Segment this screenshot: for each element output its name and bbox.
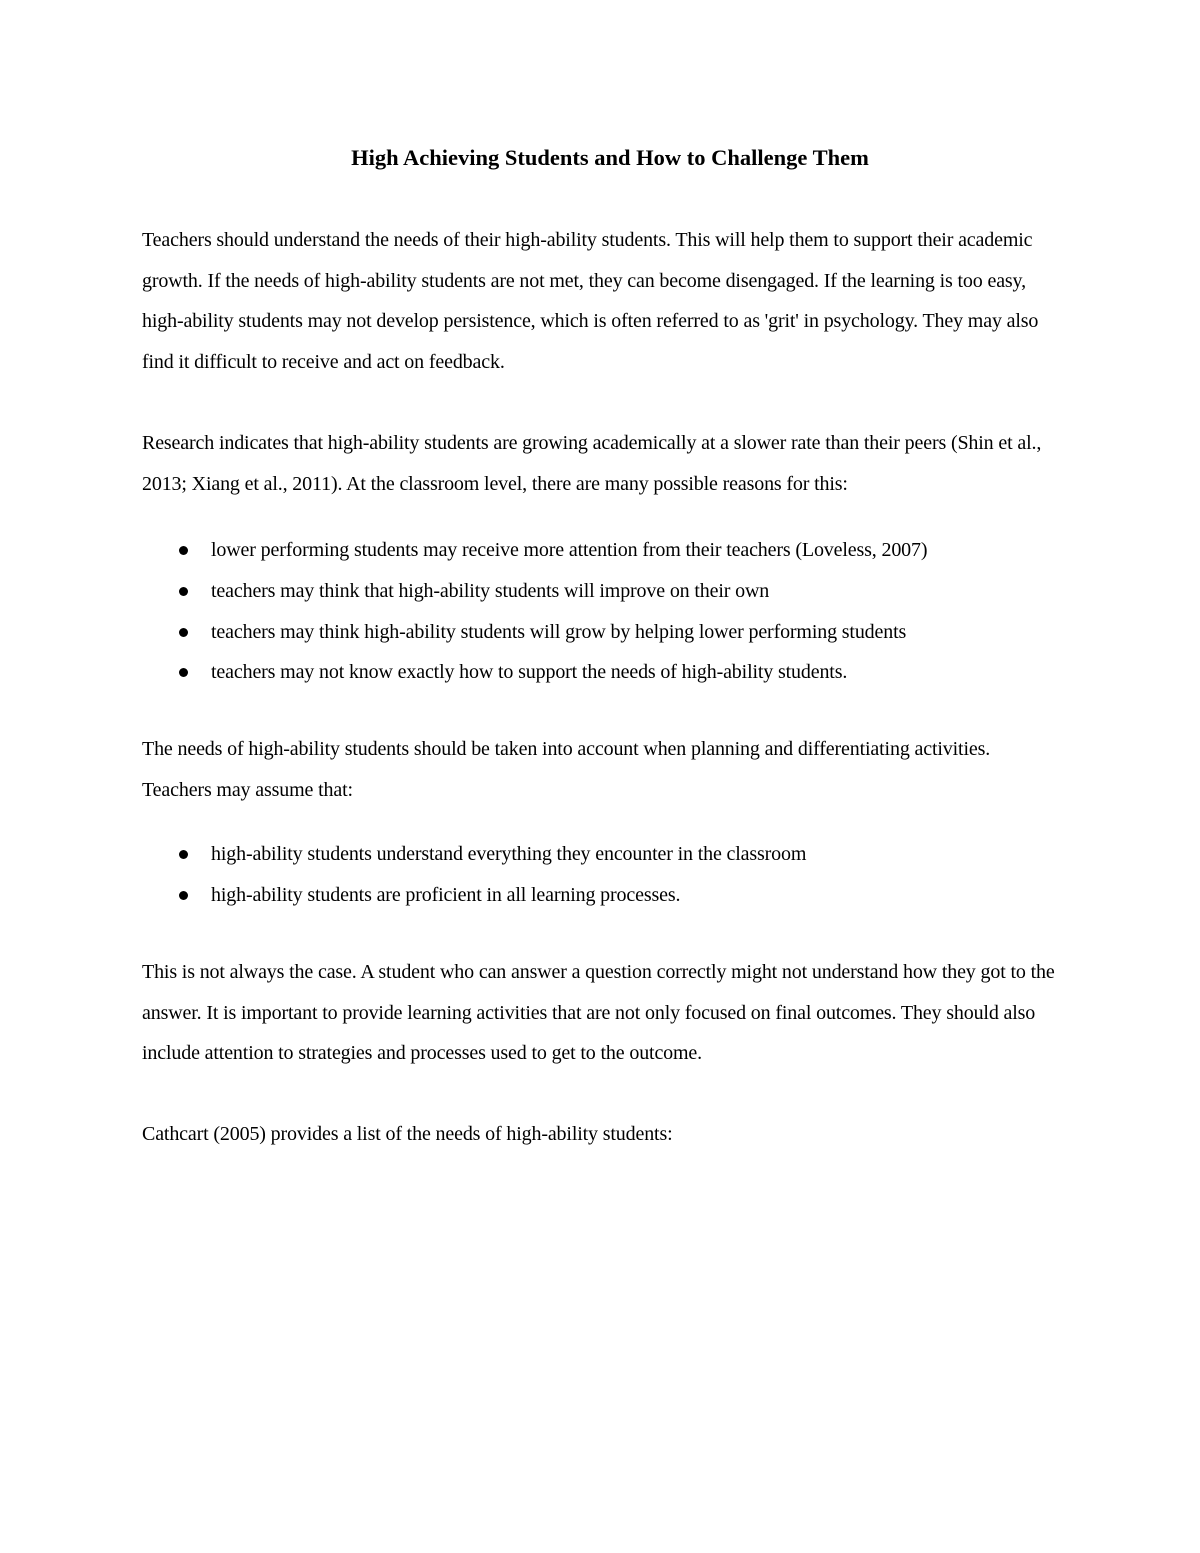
list-item <box>142 571 1062 612</box>
bullet-icon <box>179 891 188 900</box>
bullet-icon <box>179 628 188 637</box>
list-item <box>142 652 1062 693</box>
assumptions-list <box>142 834 1062 915</box>
paragraph-research: Research indicates that high-ability students are growing academically at a slower rate than their peers (Shin et al., 2013; Xiang et al., 2011). At the classroom level, there are many possible reasons for this: <box>142 431 1042 495</box>
list-item-text: high-ability students are proficient in all learning processes. <box>211 884 681 907</box>
list-item-text: teachers may think that high-ability students will improve on their own <box>211 579 770 602</box>
bullet-icon <box>179 546 188 555</box>
paragraph-intro: Teachers should understand the needs of their high-ability students. This will help them to support their academic growth. If the needs of high-ability students are not met, they can become disengaged. If the learning is too easy, high-ability students may not develop persistence, which is often referred to as 'grit' in psychology. They may also find it difficult to receive and act on feedback. <box>142 229 1039 374</box>
list-item <box>142 834 1062 875</box>
document-title: High Achieving Students and How to Challenge Them <box>351 145 869 170</box>
paragraph-not-always: This is not always the case. A student who can answer a question correctly might not understand how they got to the answer. It is important to provide learning activities that are not only focused on final outcomes. They should also include attention to strategies and processes used to get to the outcome. <box>142 960 1055 1065</box>
paragraph-needs: The needs of high-ability students should be taken into account when planning and differentiating activities. Teachers may assume that: <box>142 738 991 801</box>
list-item <box>142 612 1062 653</box>
list-item-text: high-ability students understand everything they encounter in the classroom <box>211 843 807 866</box>
reasons-list <box>142 530 1062 693</box>
bullet-icon <box>179 668 188 677</box>
list-item-text: teachers may not know exactly how to support the needs of high-ability students. <box>211 661 848 684</box>
bullet-icon <box>179 850 188 859</box>
document-body <box>142 138 1062 1191</box>
list-item <box>142 530 1062 571</box>
list-item-text: teachers may think high-ability students will grow by helping lower performing students <box>211 620 907 643</box>
list-item <box>142 875 1062 916</box>
list-item-text: lower performing students may receive more attention from their teachers (Loveless, 2007) <box>211 539 928 562</box>
paragraph-cathcart: Cathcart (2005) provides a list of the needs of high-ability students: <box>142 1122 673 1145</box>
bullet-icon <box>179 587 188 596</box>
